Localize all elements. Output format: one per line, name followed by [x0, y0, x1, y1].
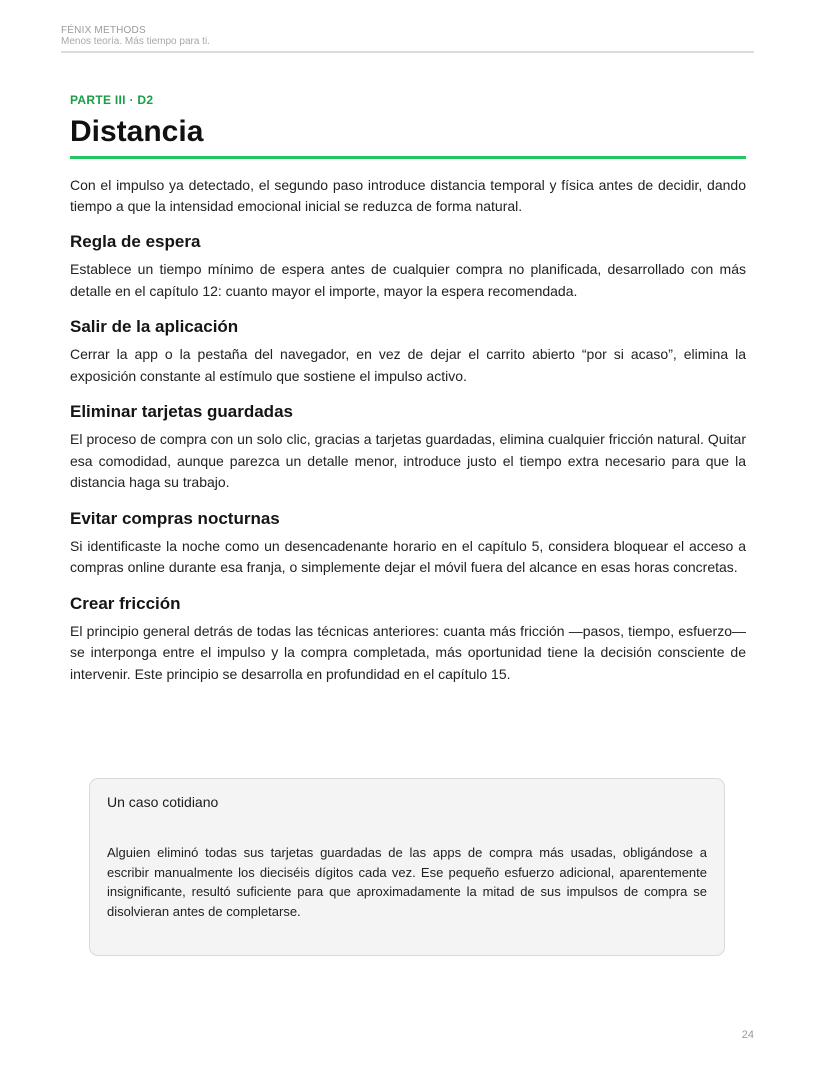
section-body: El principio general detrás de todas las técnicas anteriores: cuanta más fricción —pasos, tiempo, esfuerzo— se interponga entre el impulso y la compra completada, más oportunidad tiene la decisión consciente de intervenir. Este principio se desarrolla en profundidad en el capítulo 15.: [70, 622, 746, 682]
brand-tagline: Menos teoría. Más tiempo para ti.: [61, 36, 210, 47]
section-body: Si identificaste la noche como un desencadenante horario en el capítulo 5, considera bloquear el acceso a compras online durante esa franja, o simplemente dejar el móvil fuera del alcance en esas horas concretas.: [70, 537, 746, 575]
section-body: Establece un tiempo mínimo de espera antes de cualquier compra no planificada, desarrollado con más detalle en el capítulo 12: cuanto mayor el importe, mayor la espera recomendada.: [70, 261, 746, 299]
brand-name: FÉNIX METHODS: [61, 25, 146, 36]
section-regla-de-espera: [70, 231, 746, 302]
page-title: Distancia: [70, 114, 746, 159]
section-crear-friccion: [70, 593, 746, 686]
section-heading: Eliminar tarjetas guardadas: [70, 402, 293, 421]
chapter-content: [70, 93, 746, 685]
section-body: El proceso de compra con un solo clic, gracias a tarjetas guardadas, elimina cualquier fricción natural. Quitar esa comodidad, aunque parezca un detalle menor, introduce justo el tiempo extra necesario para que la distancia haga su trabajo.: [70, 431, 746, 490]
case-text: Alguien eliminó todas sus tarjetas guardadas de las apps de compra más usadas, obligándose a escribir manualmente los dieciséis dígitos cada vez. Ese pequeño esfuerzo adicional, aparentemente insignificante, resultó suficiente para que aproximadamente la mitad de sus impulsos de compra se disolvieran antes de completarse.: [107, 845, 707, 919]
case-title: Un caso cotidiano: [107, 794, 219, 810]
section-salir-de-la-aplicacion: [70, 316, 746, 387]
running-header: [61, 25, 754, 53]
page-number: 24: [741, 1029, 754, 1041]
case-callout-box: [89, 778, 725, 956]
section-heading: Evitar compras nocturnas: [70, 508, 280, 528]
section-eliminar-tarjetas-guardadas: [70, 401, 746, 494]
section-body: Cerrar la app o la pestaña del navegador, en vez de dejar el carrito abierto “por si acaso”, elimina la exposición constante al estímulo que sostiene el impulso activo.: [70, 346, 746, 384]
section-heading: Regla de espera: [70, 232, 201, 251]
section-heading: Salir de la aplicación: [70, 317, 239, 336]
intro-paragraph: Con el impulso ya detectado, el segundo paso introduce distancia temporal y física antes de decidir, dando tiempo a que la intensidad emocional inicial se reduzca de forma natural.: [70, 177, 746, 214]
section-evitar-compras-nocturnas: [70, 508, 746, 579]
section-heading: Crear fricción: [70, 593, 181, 613]
part-label: PARTE III · D2: [70, 93, 154, 107]
